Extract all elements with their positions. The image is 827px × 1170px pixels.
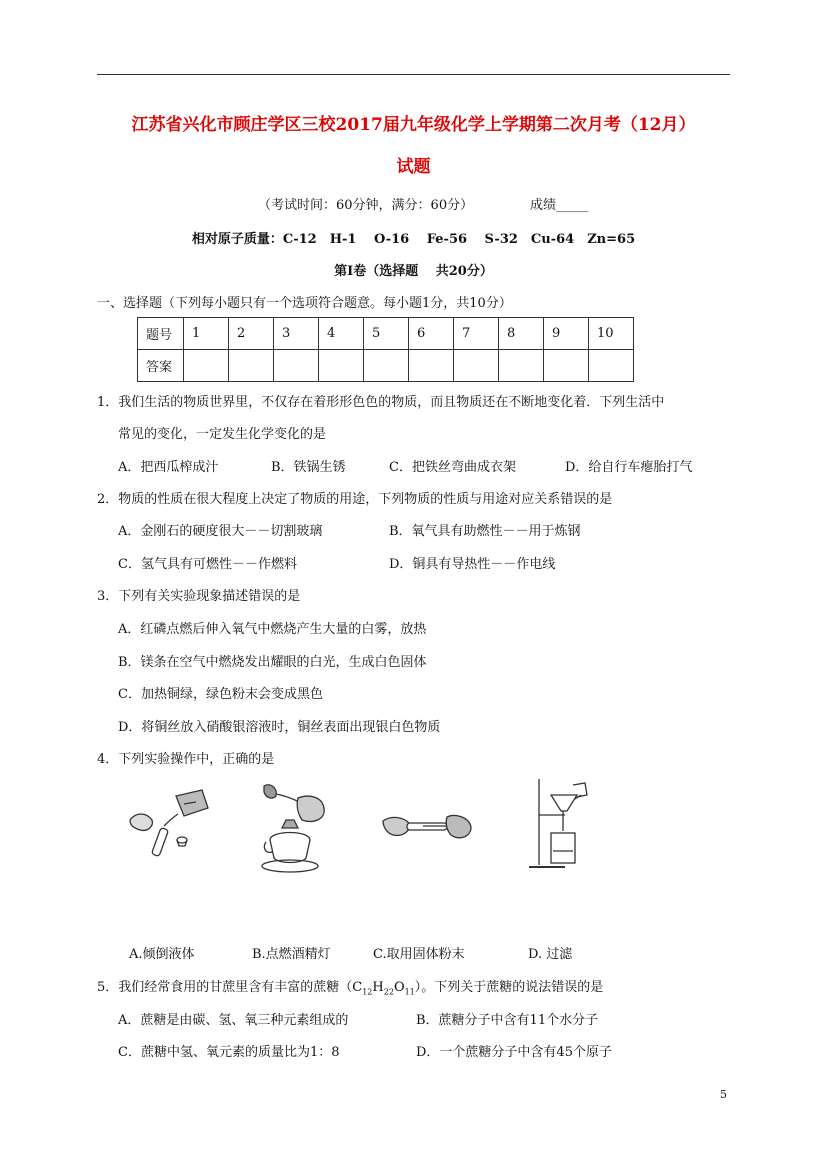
section-title: 一、选择题（下列每小题只有一个选项符合题意。每小题1分，共10分） bbox=[97, 296, 512, 311]
question-1-option-b: B．铁锅生锈 bbox=[271, 460, 346, 475]
formula-element: O bbox=[393, 980, 405, 995]
question-number-cell: 4 bbox=[319, 318, 364, 350]
question-2-option-a: A．金刚石的硬度很大－－切割玻璃 bbox=[118, 524, 323, 539]
question-number-cell: 6 bbox=[409, 318, 454, 350]
answer-cell[interactable] bbox=[274, 350, 319, 382]
table-header-cell: 答案 bbox=[138, 350, 184, 382]
question-5-stem-prefix: 5．我们经常食用的甘蔗里含有丰富的蔗糖（C bbox=[97, 980, 363, 995]
question-number-cell: 2 bbox=[229, 318, 274, 350]
question-3-stem: 3．下列有关实验现象描述错误的是 bbox=[97, 589, 301, 604]
question-3-option-a: A．红磷点燃后伸入氧气中燃烧产生大量的白雾，放热 bbox=[118, 622, 427, 637]
question-2-stem: 2．物质的性质在很大程度上决定了物质的用途，下列物质的性质与用途对应关系错误的是 bbox=[97, 492, 613, 507]
answer-cell[interactable] bbox=[409, 350, 454, 382]
filtration-illustration bbox=[525, 775, 605, 875]
alcohol-lamp-illustration bbox=[252, 778, 332, 878]
question-3-option-b: B．镁条在空气中燃烧发出耀眼的白光，生成白色固体 bbox=[118, 655, 427, 670]
score-label: 成绩_____ bbox=[530, 198, 589, 213]
question-1-stem-cont: 常见的变化，一定发生化学变化的是 bbox=[118, 427, 327, 442]
question-4-stem: 4．下列实验操作中，正确的是 bbox=[97, 752, 275, 767]
question-number-cell: 7 bbox=[454, 318, 499, 350]
question-number-cell: 10 bbox=[589, 318, 634, 350]
formula-subscript: 22 bbox=[383, 987, 394, 997]
question-4-option-c: C.取用固体粉末 bbox=[373, 947, 465, 962]
answer-cell[interactable] bbox=[544, 350, 589, 382]
answer-cell[interactable] bbox=[319, 350, 364, 382]
answer-cell[interactable] bbox=[499, 350, 544, 382]
question-5-option-d: D．一个蔗糖分子中含有45个原子 bbox=[416, 1045, 612, 1060]
question-number-cell: 9 bbox=[544, 318, 589, 350]
formula-subscript: 11 bbox=[404, 987, 415, 997]
answer-cell[interactable] bbox=[364, 350, 409, 382]
atomic-masses: 相对原子质量：C-12 H-1 O-16 Fe-56 S-32 Cu-64 Zn=65 bbox=[191, 232, 636, 247]
title-line-2: 试题 bbox=[396, 157, 431, 177]
question-number-cell: 8 bbox=[499, 318, 544, 350]
question-1-option-a: A．把西瓜榨成汁 bbox=[118, 460, 219, 475]
formula-element: H bbox=[372, 980, 384, 995]
question-3-option-d: D．将铜丝放入硝酸银溶液时，铜丝表面出现银白色物质 bbox=[118, 720, 441, 735]
question-4-option-a: A.倾倒液体 bbox=[129, 947, 195, 962]
table-row bbox=[138, 318, 634, 350]
question-number-cell: 1 bbox=[184, 318, 229, 350]
answer-cell[interactable] bbox=[184, 350, 229, 382]
page-number: 5 bbox=[720, 1088, 727, 1101]
table-row bbox=[138, 350, 634, 382]
exam-info: （考试时间：60分钟，满分：60分） bbox=[258, 198, 474, 213]
pouring-liquid-illustration bbox=[124, 782, 214, 862]
question-5-option-b: B．蔗糖分子中含有11个水分子 bbox=[416, 1013, 599, 1028]
answer-cell[interactable] bbox=[589, 350, 634, 382]
question-1-option-c: C．把铁丝弯曲成衣架 bbox=[389, 460, 516, 475]
answer-table bbox=[137, 317, 634, 382]
question-4-option-d: D. 过滤 bbox=[528, 947, 573, 962]
question-3-option-c: C．加热铜绿，绿色粉末会变成黑色 bbox=[118, 687, 323, 702]
question-number-cell: 3 bbox=[274, 318, 319, 350]
question-5-stem-suffix: ）。下列关于蔗糖的说法错误的是 bbox=[414, 980, 604, 995]
question-2-option-d: D．铜具有导热性－－作电线 bbox=[389, 557, 556, 572]
question-1-option-d: D．给自行车瘪胎打气 bbox=[565, 460, 693, 475]
title-line-1: 江苏省兴化市顾庄学区三校2017届九年级化学上学期第二次月考（12月） bbox=[131, 115, 696, 135]
question-1-stem: 1．我们生活的物质世界里，不仅存在着形形色色的物质，而且物质还在不断地变化着．下列生活中 bbox=[97, 395, 665, 410]
answer-cell[interactable] bbox=[229, 350, 274, 382]
formula-subscript: 12 bbox=[362, 987, 373, 997]
question-4-option-b: B.点燃酒精灯 bbox=[252, 947, 331, 962]
part-title: 第Ⅰ卷（选择题 共20分） bbox=[334, 264, 493, 279]
header-rule bbox=[97, 74, 730, 75]
question-5-option-c: C．蔗糖中氢、氧元素的质量比为1：8 bbox=[118, 1045, 340, 1060]
question-5-stem bbox=[97, 976, 603, 997]
table-header-cell: 题号 bbox=[138, 318, 184, 350]
question-2-option-b: B．氧气具有助燃性－－用于炼钢 bbox=[389, 524, 581, 539]
question-number-cell: 5 bbox=[364, 318, 409, 350]
question-5-option-a: A．蔗糖是由碳、氢、氧三种元素组成的 bbox=[118, 1013, 349, 1028]
answer-cell[interactable] bbox=[454, 350, 499, 382]
solid-powder-illustration bbox=[381, 805, 476, 855]
question-2-option-c: C．氢气具有可燃性－－作燃料 bbox=[118, 557, 297, 572]
